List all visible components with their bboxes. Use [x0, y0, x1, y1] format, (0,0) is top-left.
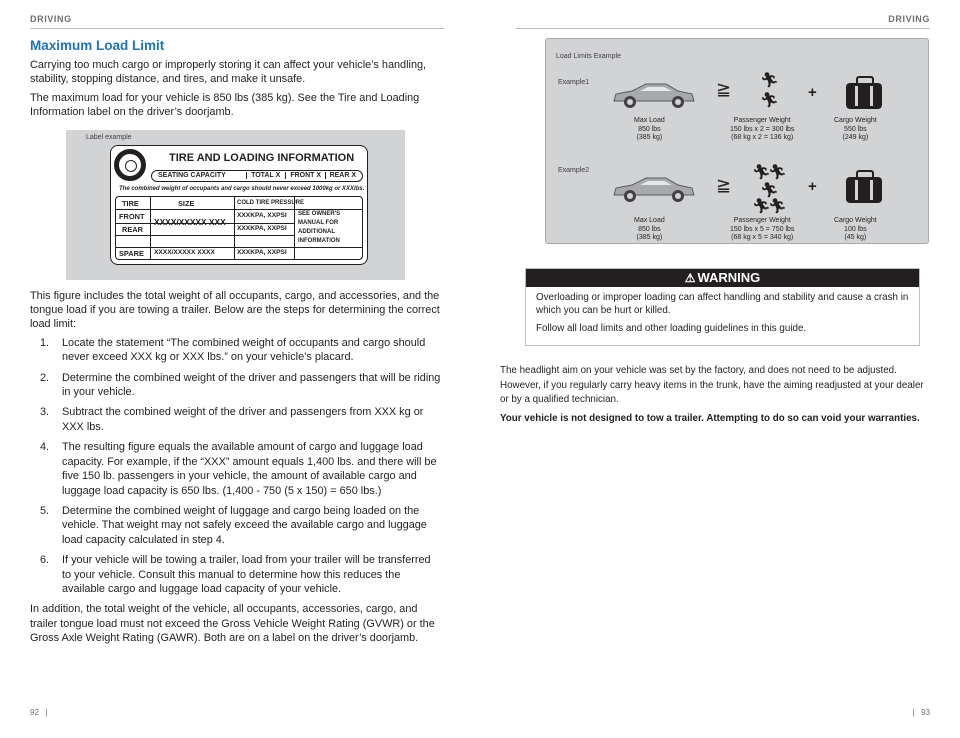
left-page-content	[30, 38, 442, 646]
step-item: 2. Determine the combined weight of the driver and passengers that will be riding in your vehicle.	[40, 371, 441, 399]
step-item: 3. Subtract the combined weight of the driver and passengers from XXX kg or XXX lbs.	[40, 406, 424, 433]
step-item: 4. The resulting figure equals the available amount of cargo and luggage load capacity. For example, if the “XXX” amount equals 1,400 lbs. and there will be five 150 lb. passengers in your vehicle, the amount of available cargo and luggage load capacity is 650 lbs. (1,400 - 750 (5 x 150) = 650 lbs.)	[40, 441, 437, 497]
figure-description: This figure includes the total weight of all occupants, cargo, and accessories, and the tongue load if you are towing a trailer. Below are the steps for determining the correct load limit:	[30, 289, 440, 331]
passenger-icon: 🏃︎	[752, 198, 772, 215]
tire-loading-placard	[110, 145, 368, 265]
warning-header	[526, 269, 919, 287]
seating-label: SEATING CAPACITY	[158, 172, 226, 180]
seating-front: FRONT X	[285, 172, 324, 179]
gvwr-paragraph: In addition, the total weight of the vehicle, all occupants, accessories, cargo, and trailer tongue load must not exceed the Gross Vehicle Weight Rating (GVWR) or the Gross Axle Weight Rating (GAWR). Both are on a label on the driver’s doorjamb.	[30, 603, 435, 645]
grid-rule	[234, 223, 294, 224]
grid-rule	[150, 197, 151, 259]
grid-rule	[116, 209, 362, 210]
pressure-rear: XXXKPA, XXPSI	[237, 224, 287, 232]
right-body-text	[500, 364, 930, 426]
see-manual-1: SEE OWNER'S	[298, 210, 341, 217]
seating-rear: REAR X	[325, 172, 356, 179]
see-manual-4: INFORMATION	[298, 237, 340, 244]
header-rule-right	[516, 28, 930, 29]
seating-capacity-row	[151, 170, 363, 182]
example2-label: Example2	[558, 167, 590, 174]
page-number-left: 92 |	[30, 708, 48, 717]
passenger-icon: 🏃︎	[752, 164, 772, 181]
example1-label: Example1	[558, 79, 590, 86]
size-main: XXXX/XXXXX XXX	[154, 216, 226, 227]
see-manual-2: MANUAL FOR	[298, 219, 339, 226]
plus-symbol: +	[808, 178, 817, 195]
step-item: 5. Determine the combined weight of luggage and cargo being loaded on the vehicle. That weight may not safely exceed the available cargo and luggage load capacity calculated in step 4.	[40, 504, 427, 546]
plus-symbol: +	[808, 84, 817, 101]
passenger-icon: 🏃︎	[760, 182, 780, 199]
pressure-spare: XXXKPA, XXPSI	[237, 248, 287, 256]
page-number-right: | 93	[912, 708, 930, 717]
warning-title: WARNING	[697, 270, 761, 285]
passenger-icon: 🏃︎	[768, 164, 788, 181]
grid-rule	[234, 235, 294, 236]
towing-notice: Your vehicle is not designed to tow a trailer. Attempting to do so can void your warranties.	[500, 412, 920, 424]
luggage-icon	[846, 83, 882, 109]
label-example-figure	[66, 130, 405, 280]
col-pressure: COLD TIRE PRESSURE	[237, 199, 305, 206]
row-spare: SPARE	[119, 248, 144, 258]
seating-total: TOTAL X	[246, 172, 285, 179]
placard-title: TIRE AND LOADING INFORMATION	[169, 151, 355, 164]
right-page-content	[500, 38, 930, 426]
ex2-passenger-weight: Passenger Weight 150 lbs x 5 = 750 lbs (68 kg x 5 = 340 kg)	[730, 217, 795, 241]
step-item: 6. If your vehicle will be towing a trailer, load from your trailer will be transferred to your vehicle. Consult this manual to determine how this reduces the available cargo and luggage load capacity of your vehicle.	[40, 554, 431, 595]
pressure-front: XXXKPA, XXPSI	[237, 211, 287, 219]
grid-rule	[294, 197, 295, 259]
car-icon	[610, 173, 696, 203]
tire-icon	[114, 149, 146, 181]
load-limit-steps	[30, 336, 442, 597]
ex2-cargo-weight: Cargo Weight 100 lbs (45 kg)	[834, 217, 877, 241]
row-front: FRONT	[119, 211, 145, 221]
tire-pressure-grid	[115, 196, 363, 260]
grid-rule	[116, 235, 234, 236]
load-limits-example-figure	[545, 38, 929, 244]
running-header-right: DRIVING	[888, 14, 930, 24]
passenger-icon: 🏃︎	[760, 92, 780, 109]
col-size: SIZE	[178, 198, 195, 208]
row-rear: REAR	[122, 224, 143, 234]
grid-rule	[116, 247, 362, 248]
intro-paragraph: Carrying too much cargo or improperly storing it can affect your vehicle’s handling, stability, stopping distance, and tires, and make it unsafe.	[30, 59, 427, 86]
placard-statement: The combined weight of occupants and cargo should never exceed 1000kg or XXXlbs.	[119, 185, 365, 192]
label-caption: Label example	[86, 133, 132, 141]
ex1-cargo-weight: Cargo Weight 550 lbs (249 kg)	[834, 117, 877, 141]
passenger-icon: 🏃︎	[768, 198, 788, 215]
max-load-paragraph: The maximum load for your vehicle is 850 lbs (385 kg). See the Tire and Loading Information label on the driver’s doorjamb.	[30, 91, 420, 119]
step-item: 1. Locate the statement “The combined weight of occupants and cargo should never exceed XXX kg or XXX lbs.” on your vehicle’s placard.	[40, 336, 426, 364]
section-title: Maximum Load Limit	[30, 38, 165, 53]
passenger-icon: 🏃︎	[760, 72, 780, 89]
warning-box	[525, 268, 920, 346]
luggage-icon	[846, 177, 882, 203]
see-manual-3: ADDITIONAL	[298, 228, 335, 235]
grid-rule	[234, 197, 235, 259]
greater-equal-symbol: ≧	[716, 175, 732, 195]
warning-text: Follow all load limits and other loading guidelines in this guide.	[536, 323, 807, 334]
greater-equal-symbol: ≧	[716, 79, 732, 99]
ex2-max-load: Max Load 850 lbs (385 kg)	[634, 217, 665, 241]
ex1-max-load: Max Load 850 lbs (385 kg)	[634, 117, 665, 141]
example-figure-title: Load Limits Example	[556, 53, 621, 60]
size-spare: XXXX/XXXXX XXXX	[154, 248, 215, 256]
warning-text: Overloading or improper loading can affect handling and stability and cause a crash in which you can be hurt or killed.	[536, 292, 909, 316]
running-header-left: DRIVING	[30, 14, 72, 24]
header-rule-left	[30, 28, 444, 29]
headlight-paragraph: The headlight aim on your vehicle was set by the factory, and does not need to be adjusted. However, if you regularly carry heavy items in the trunk, have the aiming readjusted at your dealer or by a qualified technician.	[500, 365, 924, 406]
car-icon	[610, 79, 696, 109]
warning-triangle-icon: ⚠	[684, 271, 696, 285]
col-tire: TIRE	[122, 198, 139, 208]
ex1-passenger-weight: Passenger Weight 150 lbs x 2 = 300 lbs (68 kg x 2 = 136 kg)	[730, 117, 795, 141]
